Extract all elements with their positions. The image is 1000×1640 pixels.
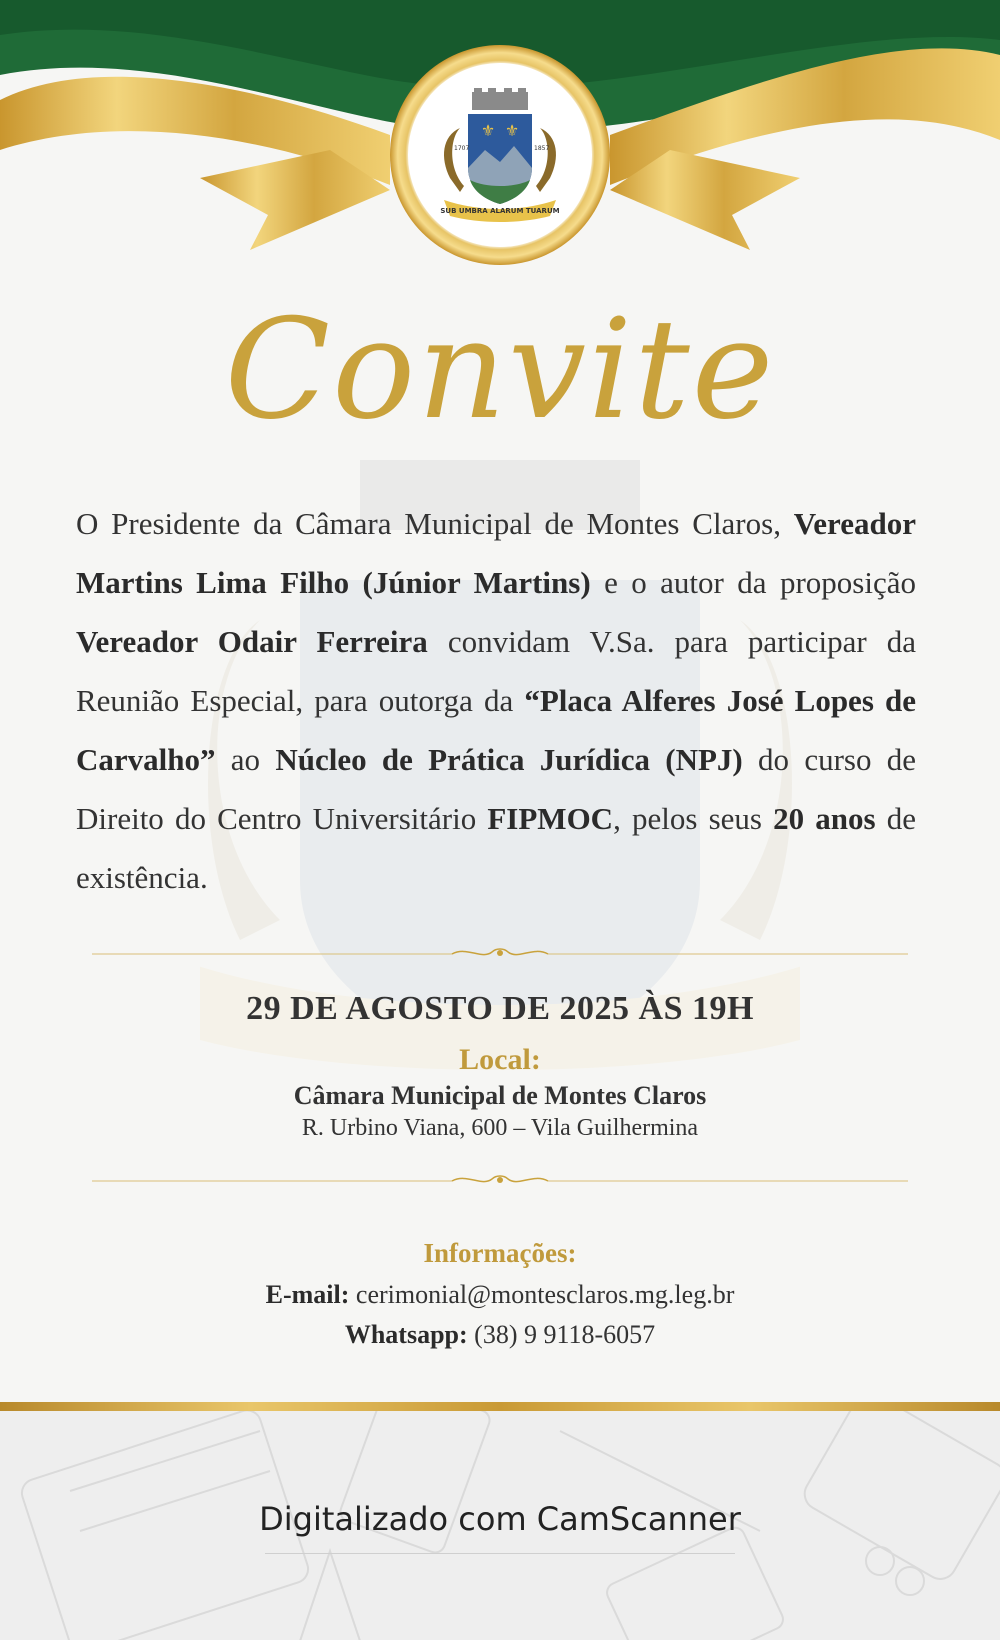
body-bold-president: Vereador Martins Lima Filho (Júnior Martins): [76, 506, 916, 600]
scanner-watermark-text: Digitalizado com CamScanner: [259, 1500, 741, 1538]
body-text-3: convidam V.Sa. para participar da Reunião Especial, para outorga da: [76, 624, 916, 718]
whatsapp-line: [0, 1320, 1000, 1350]
invitation-title: Convite: [224, 289, 776, 450]
body-text-1: O Presidente da Câmara Municipal de Montes Claros,: [76, 506, 794, 541]
location-label: Local:: [459, 1043, 541, 1076]
body-bold-honoree: Núcleo de Prática Jurídica (NPJ): [275, 742, 743, 777]
ornamental-divider: [92, 1173, 908, 1189]
ornamental-divider: [92, 946, 908, 962]
invitation-body: [76, 494, 916, 907]
header-banner: [0, 0, 1000, 280]
body-text-5: do curso de Direito do Centro Universitário: [76, 742, 916, 836]
svg-text:1857: 1857: [534, 145, 550, 152]
body-bold-anniversary: 20 anos: [773, 801, 876, 836]
whatsapp-label: Whatsapp:: [344, 1320, 468, 1349]
event-date: 29 DE AGOSTO DE 2025 ÀS 19H: [246, 990, 754, 1027]
body-text-4: ao: [215, 742, 276, 777]
body-text-7: de existência.: [76, 801, 917, 895]
scanner-underline: [265, 1553, 735, 1554]
info-label: Informações:: [423, 1238, 577, 1268]
svg-text:1707: 1707: [454, 145, 470, 152]
gold-divider-bar: [0, 1402, 1000, 1411]
venue-address: R. Urbino Viana, 600 – Vila Guilhermina: [301, 1115, 699, 1141]
svg-text:⚜: ⚜: [480, 121, 496, 140]
body-bold-author: Vereador Odair Ferreira: [76, 624, 428, 659]
svg-text:⚜: ⚜: [504, 121, 520, 140]
svg-text:SUB UMBRA ALARUM TUARUM: SUB UMBRA ALARUM TUARUM: [440, 207, 560, 215]
body-text-2: e o autor da proposição: [590, 565, 916, 600]
body-bold-award: “Placa Alferes José Lopes de Carvalho”: [76, 683, 916, 777]
body-bold-institution: FIPMOC: [487, 801, 614, 836]
body-text-6: , pelos seus: [613, 801, 774, 836]
venue-name: Câmara Municipal de Montes Claros: [293, 1081, 707, 1110]
email-line: [0, 1280, 1000, 1310]
email-label: E-mail:: [265, 1280, 350, 1309]
email-address[interactable]: cerimonial@montesclaros.mg.leg.br: [349, 1280, 735, 1309]
whatsapp-number[interactable]: (38) 9 9118-6057: [467, 1320, 656, 1349]
municipal-coat-of-arms: [430, 88, 570, 228]
